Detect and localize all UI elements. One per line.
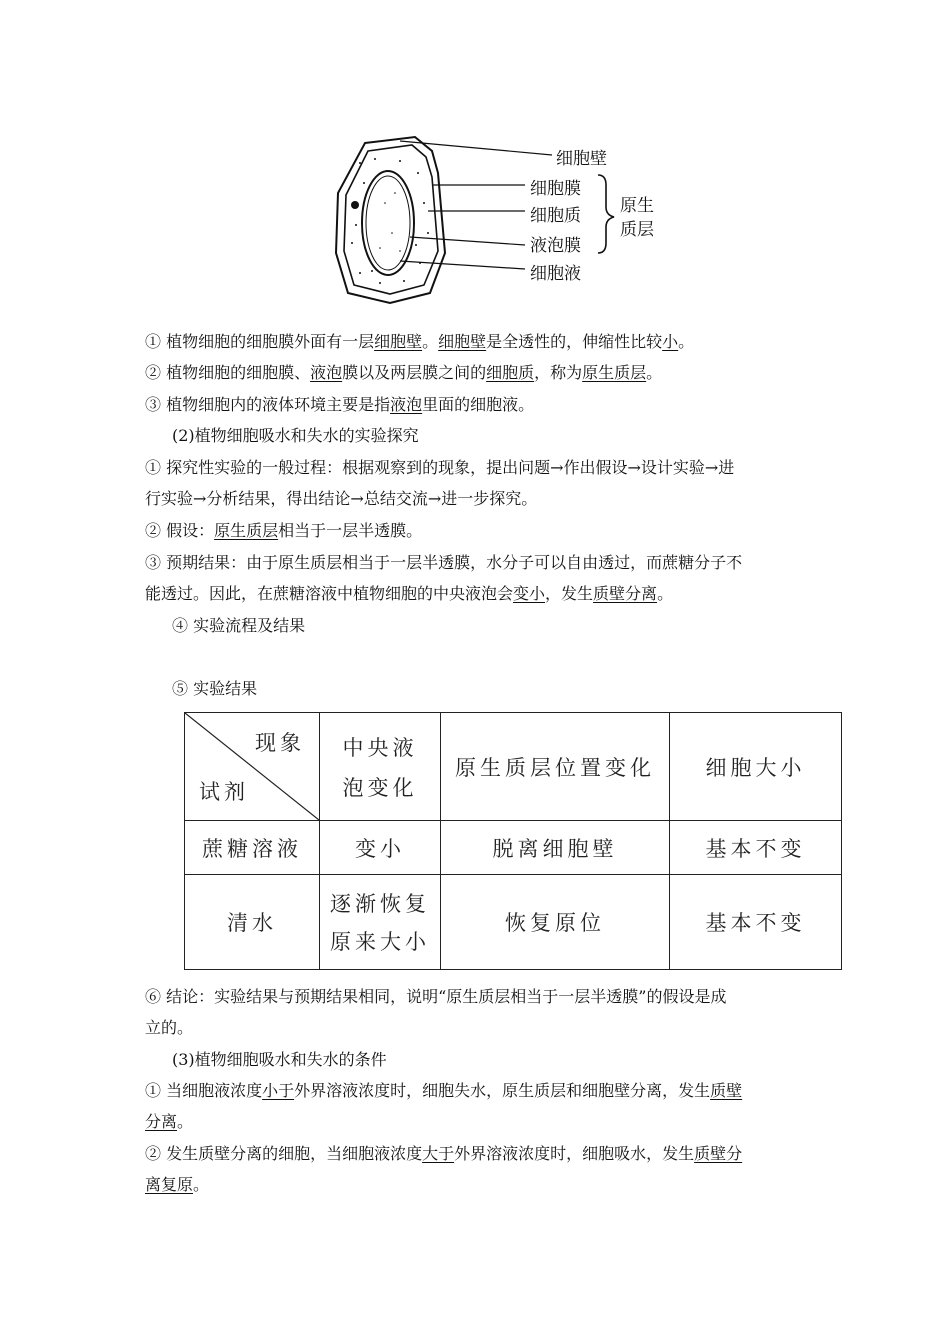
paragraph-hypothesis: ② 假设：原生质层相当于一层半透膜。: [145, 521, 423, 540]
cell-vacuole: 变小: [320, 821, 441, 875]
section-heading-2: (2)植物细胞吸水和失水的实验探究: [172, 426, 419, 445]
plant-cell-diagram: [320, 133, 680, 308]
header-cell-size: 细胞大小: [670, 713, 842, 821]
label-tonoplast: 液泡膜: [530, 236, 581, 256]
section-heading-3: (3)植物细胞吸水和失水的条件: [172, 1050, 387, 1069]
header-layer-position: 原生质层位置变化: [441, 713, 670, 821]
table-row: [185, 875, 842, 970]
cell-layer: 恢复原位: [441, 875, 670, 970]
results-table: [184, 712, 842, 970]
paragraph-cell-sap: ③ 植物细胞内的液体环境主要是指液泡里面的细胞液。: [145, 395, 535, 414]
label-protoplast-2: 质层: [620, 220, 654, 240]
header-vacuole-change: 中央液 泡变化: [320, 713, 441, 821]
table-row: [185, 821, 842, 875]
corner-header-reagent: 试剂: [199, 780, 249, 804]
paragraph-cell-wall: ① 植物细胞的细胞膜外面有一层细胞壁。细胞壁是全透性的，伸缩性比较小。: [145, 332, 695, 351]
paragraph-process-line1: ① 探究性实验的一般过程：根据观察到的现象，提出问题→作出假设→设计实验→进: [145, 458, 735, 477]
table-corner-cell: [185, 713, 320, 821]
paragraph-deplasmolysis-line2: 离复原。: [145, 1175, 210, 1194]
paragraph-protoplast-layer: ② 植物细胞的细胞膜、液泡膜以及两层膜之间的细胞质，称为原生质层。: [145, 363, 663, 382]
cell-layer: 脱离细胞壁: [441, 821, 670, 875]
paragraph-results-label: ⑤ 实验结果: [172, 679, 258, 698]
label-cytoplasm: 细胞质: [530, 206, 581, 226]
label-cell-membrane: 细胞膜: [530, 179, 581, 199]
cell-reagent: 清水: [185, 875, 320, 970]
label-cell-sap: 细胞液: [530, 264, 581, 284]
cell-size: 基本不变: [670, 875, 842, 970]
paragraph-conclusion-line1: ⑥ 结论：实验结果与预期结果相同，说明“原生质层相当于一层半透膜”的假设是成: [145, 987, 727, 1006]
paragraph-conclusion-line2: 立的。: [145, 1018, 194, 1037]
cell-reagent: 蔗糖溶液: [185, 821, 320, 875]
cell-vacuole: 逐渐恢复 原来大小: [320, 875, 441, 970]
paragraph-procedure: ④ 实验流程及结果: [172, 616, 306, 635]
label-protoplast-1: 原生: [620, 196, 654, 216]
paragraph-process-line2: 行实验→分析结果，得出结论→总结交流→进一步探究。: [145, 489, 538, 508]
paragraph-expected-line1: ③ 预期结果：由于原生质层相当于一层半透膜，水分子可以自由透过，而蔗糖分子不: [145, 553, 743, 572]
paragraph-plasmolysis-line1: ① 当细胞液浓度小于外界溶液浓度时，细胞失水，原生质层和细胞壁分离，发生质壁: [145, 1081, 743, 1100]
cell-size: 基本不变: [670, 821, 842, 875]
paragraph-expected-line2: 能透过。因此，在蔗糖溶液中植物细胞的中央液泡会变小，发生质壁分离。: [145, 584, 674, 603]
label-cell-wall: 细胞壁: [556, 149, 607, 169]
corner-header-phenomenon: 现象: [255, 731, 305, 755]
paragraph-deplasmolysis-line1: ② 发生质壁分离的细胞，当细胞液浓度大于外界溶液浓度时，细胞吸水，发生质壁分: [145, 1144, 743, 1163]
paragraph-plasmolysis-line2: 分离。: [145, 1112, 194, 1131]
